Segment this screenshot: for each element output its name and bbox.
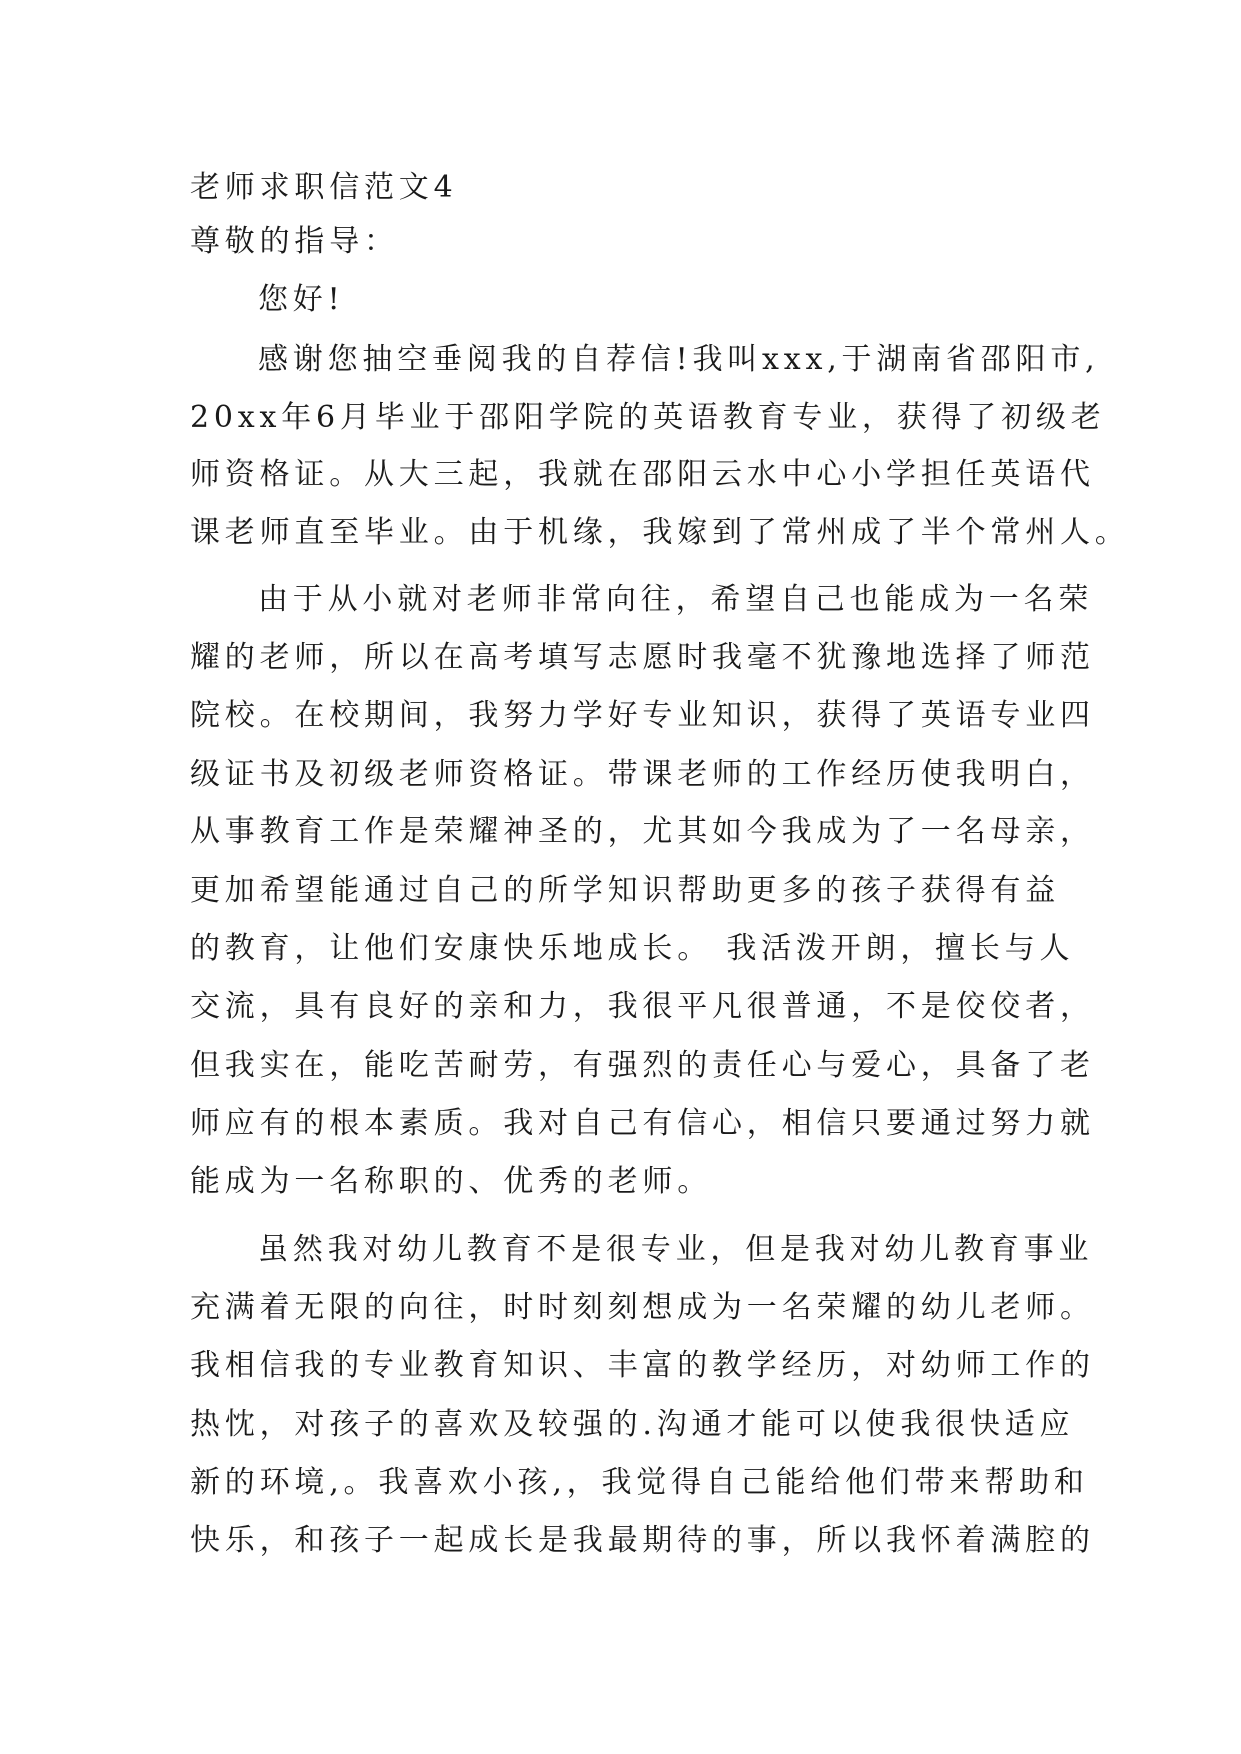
- paragraph-1-line-4: 课老师直至毕业。由于机缘，我嫁到了常州成了半个常州人。: [190, 515, 1130, 550]
- greeting: 您好!: [258, 282, 345, 317]
- paragraph-3-line-1: 虽然我对幼儿教育不是很专业，但是我对幼儿教育事业: [258, 1232, 1094, 1267]
- paragraph-1-line-1: 感谢您抽空垂阅我的自荐信!我叫xxx,于湖南省邵阳市,: [258, 342, 1100, 377]
- paragraph-2-line-5: 从事教育工作是荣耀神圣的，尤其如今我成为了一名母亲，: [190, 814, 1095, 849]
- paragraph-3-line-6: 快乐，和孩子一起成长是我最期待的事，所以我怀着满腔的: [190, 1523, 1095, 1558]
- paragraph-3-line-2: 充满着无限的向往，时时刻刻想成为一名荣耀的幼儿老师。: [190, 1290, 1095, 1325]
- paragraph-2-line-1: 由于从小就对老师非常向往，希望自己也能成为一名荣: [258, 582, 1094, 617]
- paragraph-2-line-3: 院校。在校期间，我努力学好专业知识，获得了英语专业四: [190, 698, 1095, 733]
- salutation: 尊敬的指导：: [190, 224, 399, 259]
- paragraph-2-line-9: 但我实在，能吃苦耐劳，有强烈的责任心与爱心，具备了老: [190, 1048, 1095, 1083]
- paragraph-3-line-5: 新的环境,。我喜欢小孩,，我觉得自己能给他们带来帮助和: [190, 1465, 1089, 1500]
- paragraph-2-line-7: 的教育，让他们安康快乐地成长。 我活泼开朗，擅长与人: [190, 931, 1075, 966]
- paragraph-1-line-3: 师资格证。从大三起，我就在邵阳云水中心小学担任英语代: [190, 457, 1095, 492]
- paragraph-2-line-2: 耀的老师，所以在高考填写志愿时我毫不犹豫地选择了师范: [190, 640, 1095, 675]
- paragraph-2-line-11: 能成为一名称职的、优秀的老师。: [190, 1164, 712, 1199]
- paragraph-1-line-2: 20xx年6月毕业于邵阳学院的英语教育专业，获得了初级老: [190, 400, 1106, 435]
- paragraph-2-line-10: 师应有的根本素质。我对自己有信心，相信只要通过努力就: [190, 1106, 1095, 1141]
- paragraph-2-line-4: 级证书及初级老师资格证。带课老师的工作经历使我明白，: [190, 757, 1095, 792]
- paragraph-3-line-3: 我相信我的专业教育知识、丰富的教学经历，对幼师工作的: [190, 1348, 1095, 1383]
- document-title: 老师求职信范文4: [190, 170, 458, 205]
- paragraph-2-line-6: 更加希望能通过自己的所学知识帮助更多的孩子获得有益: [190, 873, 1060, 908]
- paragraph-2-line-8: 交流，具有良好的亲和力，我很平凡很普通，不是佼佼者，: [190, 989, 1095, 1024]
- paragraph-3-line-4: 热忱，对孩子的喜欢及较强的.沟通才能可以使我很快适应: [190, 1407, 1075, 1442]
